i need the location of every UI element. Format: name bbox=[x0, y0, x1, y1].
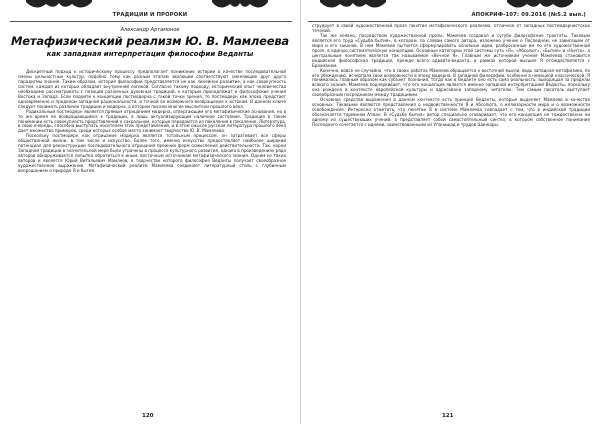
paragraph: Основное средство выражения в данном контексте есть принцип Веданты, которые выделяет Мамлеев в качестве основных. Таковыми являются представления о недвойственности Я и Абсолюта, о иллюзорности мира и о возможности освобождения. Интересно отметить, что понятие Я в системе Мамлеева совпадает с тем, что в индийской традиции обозначается термином Атман. В «Судьбе бытия» автор специально оговаривает, что его концепция не тождественна ни одному из существующих учений, а представляет собой самостоятельный синтез, в котором собственное понимание Последнего сочетается с идеями, заимствованными из Упанишад и трудов Шанкары. bbox=[312, 97, 590, 128]
ornament-icon bbox=[210, 0, 270, 12]
body-text bbox=[312, 24, 590, 128]
running-head: ТРАДИЦИИ И ПРОРОКИ bbox=[112, 12, 188, 18]
paragraph: Дискретный подход к историческому процессу предполагает понимание истории в качестве последовательной смены цельностных культур, подобно тому как разным этапам эволюции соответствуют сменяющие друг друга парадигмы знания. Таким образом, история философии представляется не как линейное развитие, а как совокупность систем, каждая из которых обладает внутренней логикой. Согласно такому подходу, исторический опыт человечества необходимо рассматривать с позиций различных духовных традиций, к которым принадлежат и философские учения Востока и Запада. Если подойти к концепции постмодерна с такой точки зрения, то постмодерн как эпоха предстает одновременно и пределом западной рациональности, и точкой ее возможного возвращения к истокам. В данном ключе следует понимать различие традиции и модерна, о котором писали многие мыслители прошлого века. bbox=[18, 69, 286, 109]
running-head: АПОКРИФ-107: 09.2016 (№5.2 вып.) bbox=[471, 12, 586, 18]
article-title: Метафизический реализм Ю. В. Мамлеева bbox=[11, 34, 289, 48]
ornament-icon bbox=[24, 0, 94, 12]
page-number: 120 bbox=[142, 413, 154, 419]
article-subtitle: как западная интерпретация философии Веданты bbox=[46, 50, 254, 58]
paragraph: Поскольку постмодерн как отрицание модерна является тотальным процессом, он затрагивает все сферы общественной жизни, в том числе и искусство. Более того, именно искусство предоставляет наиболее широкий потенциал для реконструкции последовательного отрицания прежних форм осмысления действительности. Так, корни Западной традиции в значительной мере были утрачены в процессе культурного развития, однако в произведениях ряда авторов обнаруживается попытка обратиться к иным, восточным источникам метафизического знания. Одним из таких авторов и является Юрий Витальевич Мамлеев, в творчестве которого философия Веданты получает своеобразное художественное выражение. Метафизический реализм Мамлеева соединяет литературный стиль с глубинным вопрошанием о природе Я и бытия. bbox=[18, 133, 286, 174]
article-author: Александр Артамонов bbox=[120, 27, 180, 33]
paragraph: Радикальный постмодерн является прямым отрицанием модерна, отвергающим его метафизические основания, но в то же время не возвращающимся к традиции, а лишь актуализирующим наличное состояние. Традиция в таком понимании есть совокупность представлений о сакральном, которые передаются из поколения в поколение. Литература, в свою очередь, способна выступать носителем этих представлений, и в этом смысле русская литература прошлого века дает множество примеров, среди которых особое место занимает творчество Ю. В. Мамлеева. bbox=[18, 108, 286, 134]
ornament-icon bbox=[318, 0, 388, 12]
right-page bbox=[300, 0, 600, 424]
page-number: 121 bbox=[442, 413, 454, 419]
ornament-icon bbox=[505, 0, 575, 12]
paragraph: струирует в своей художественной прозе понятие метафизического реализма, отличное от западных постмодернистских течений. bbox=[312, 23, 590, 33]
header-rule bbox=[308, 21, 592, 22]
header-rule bbox=[10, 21, 292, 22]
paragraph: Так же неявно, посредством художественной прозы, Мамлеев создавал и сугубо философские трактаты. Таковым является его труд «Судьба бытия», в котором, по словам самого автора, изложено учение о Последнем, не зависящем от мира и его законов. В нем Мамлеев пытается сформулировать основные идеи, разбросанные им по его художественной прозе, в единую систематическую концепцию. Основные категории этой системы суть «Я», «Абсолют», «Бытие» и «Ничто», а центральным понятием является так называемое «Вечное Я». Главным же источником учения Мамлеева становится индийская философская традиция, прежде всего адвайта-веданта, в рамках которой высшее Я отождествляется с Брахманом. bbox=[312, 32, 590, 68]
paragraph: Конечно, вовсе не случайно, что в своих работах Мамлеев обращается к восточной мысли, ведь западная метафизика, по его убеждению, исчерпала свои возможности в эпоху модерна. В западной философии, особенно в немецкой классической, Я понималось главным образом как субъект познания, тогда как в Веданте оно есть сама реальность, выходящая за пределы всякого знания. Мамлеев подчеркивает, что его концепция является именно западной интерпретацией Веданты, поскольку она рождена в контексте европейской культуры и адресована западному читателю. Тем самым писатель выступает своеобразным посредником между традициями. bbox=[312, 67, 590, 98]
body-text bbox=[18, 70, 286, 174]
